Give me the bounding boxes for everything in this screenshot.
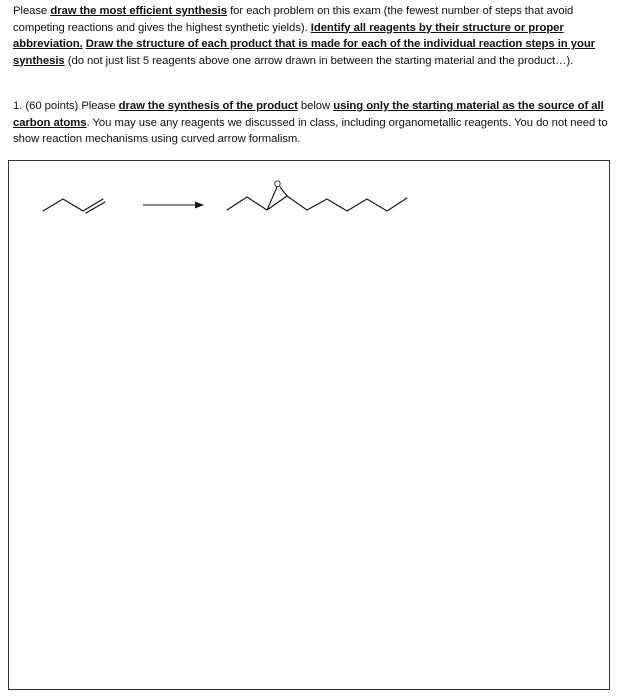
question-1-text-3: . You may use any reagents we discussed in class, including organometallic reagents. You do not need to show reaction mechanisms using curved arrow formalism.	[13, 116, 608, 145]
question-1-prompt	[13, 98, 609, 148]
instructions-text-2: for each problem on this exam (the fewest number of steps that avoid competing reactions and gives the highest synthetic yields).	[13, 5, 574, 34]
instructions-paragraph	[13, 3, 609, 69]
alkene-skeleton	[43, 199, 103, 211]
arrow-head	[195, 202, 204, 209]
answer-box[interactable]	[8, 160, 610, 690]
product-skeleton	[227, 196, 407, 211]
epoxide-bond-right	[280, 187, 287, 196]
epoxide-oxygen-label: O	[274, 179, 282, 189]
question-1-emphasis-draw-synthesis: draw the synthesis of the product	[118, 100, 298, 112]
question-1-text-1: 1. (60 points) Please	[13, 100, 119, 112]
instructions-emphasis-efficient-synthesis: draw the most efficient synthesis	[50, 5, 227, 17]
instructions-emphasis-products: Draw the structure of each product that is made for each of the individual reaction steps in your synthesis	[13, 38, 596, 67]
reaction-scheme	[9, 161, 609, 689]
instructions-text-1: Please	[13, 5, 51, 17]
instructions-emphasis-reagents: Identify all reagents by their structure or proper abbreviation.	[13, 21, 564, 50]
question-1-text-2: below	[297, 100, 334, 112]
starting-material-structure	[43, 199, 105, 213]
question-1-emphasis-carbon-source: using only the starting material as the source of all carbon atoms	[13, 100, 604, 129]
product-structure	[227, 187, 407, 211]
instructions-text-4: (do not just list 5 reagents above one arrow drawn in between the starting material and the product…).	[64, 54, 574, 67]
reaction-arrow	[143, 202, 204, 209]
